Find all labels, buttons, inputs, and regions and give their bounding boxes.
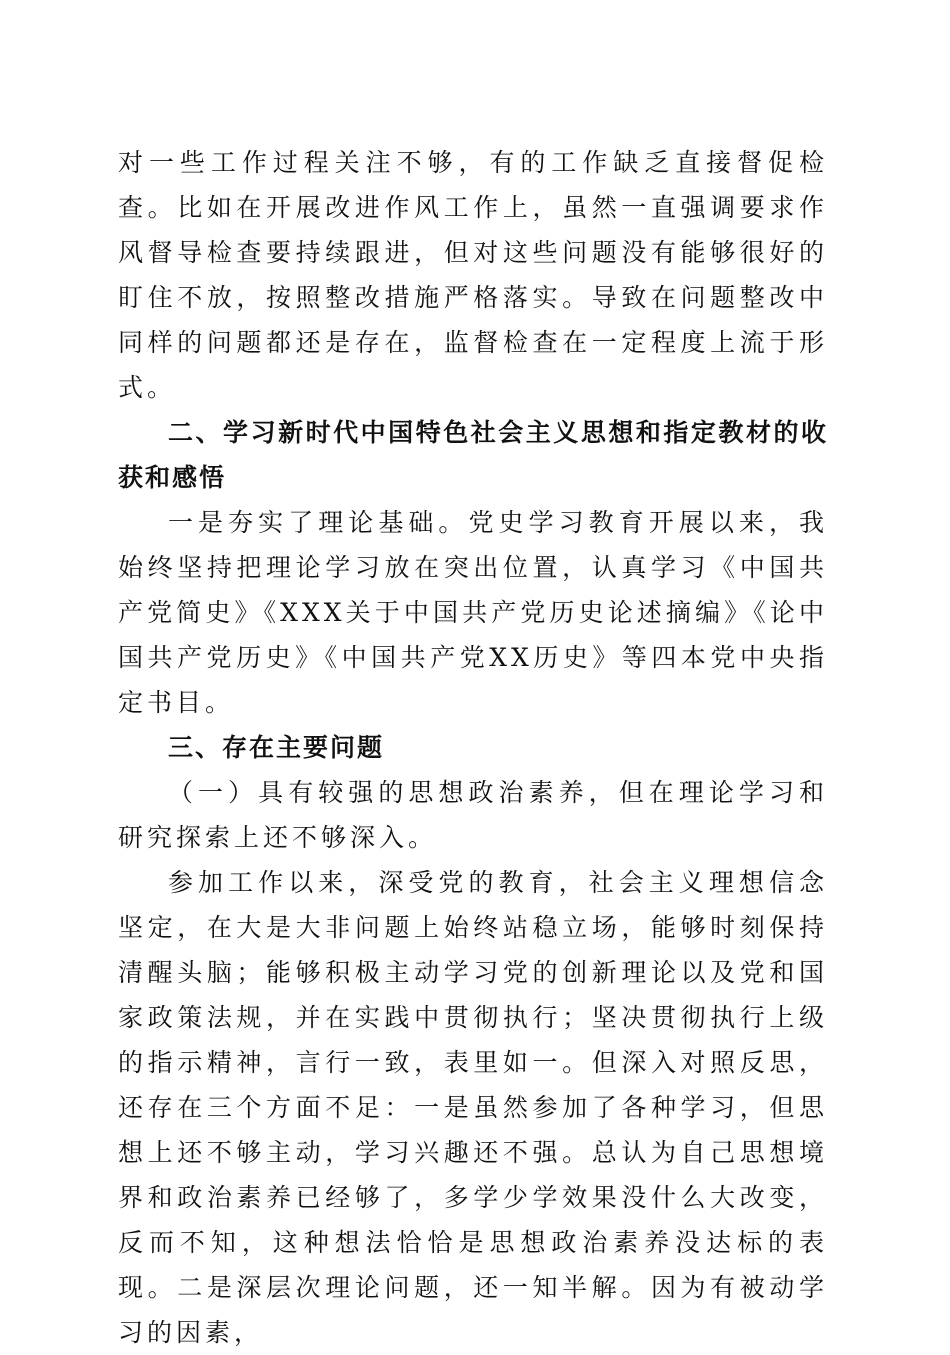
- body-paragraph-continuation: 对一些工作过程关注不够，有的工作缺乏直接督促检查。比如在开展改进作风工作上，虽然一直强调要求作风督导检查要持续跟进，但对这些问题没有能够很好的盯住不放，按照整改措施严格落实。导致在问题整改中同样的问题都还是存在，监督检查在一定程度上流于形式。: [118, 148, 828, 402]
- subsection-heading-one: （一）具有较强的思想政治素养，但在理论学习和研究探索上还不够深入。: [118, 778, 828, 852]
- body-paragraph-theory: 一是夯实了理论基础。党史学习教育开展以来，我始终坚持把理论学习放在突出位置，认真学习《中国共产党简史》《XXX关于中国共产党历史论述摘编》《论中国共产党历史》《中国共产党XX历史》等四本党中央指定书目。: [118, 508, 828, 717]
- document-page: [118, 140, 828, 1355]
- section-heading-three: 三、存在主要问题: [168, 733, 385, 762]
- section-heading-two: 二、学习新时代中国特色社会主义思想和指定教材的收获和感悟: [118, 418, 828, 492]
- body-paragraph-problems: 参加工作以来，深受党的教育，社会主义理想信念坚定，在大是大非问题上始终站稳立场，能够时刻保持清醒头脑；能够积极主动学习党的创新理论以及党和国家政策法规，并在实践中贯彻执行；坚决贯彻执行上级的指示精神，言行一致，表里如一。但深入对照反思，还存在三个方面不足：一是虽然参加了各种学习，但思想上还不够主动，学习兴趣还不强。总认为自己思想境界和政治素养已经够了，多学少学效果没什么大改变，反而不知，这种想法恰恰是思想政治素养没达标的表现。二是深层次理论问题，还一知半解。因为有被动学习的因素，: [118, 868, 828, 1347]
